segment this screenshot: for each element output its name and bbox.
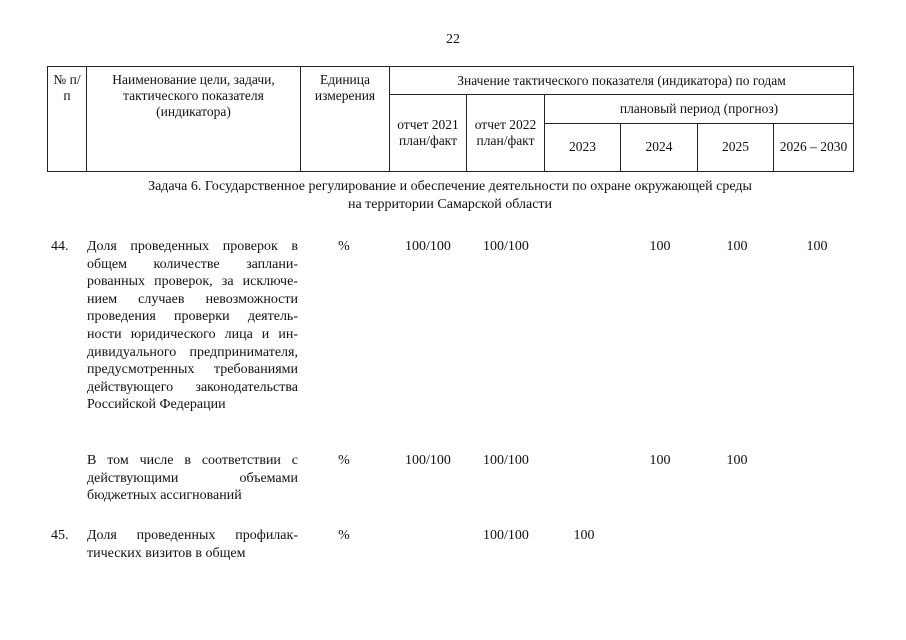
row-indicator-name: Доля проведенных проверок в общем количестве запланированных проверок, за исключением случаев невозможности проведения проверки деятельности юридического лица и индивидуального предпринимателя, предусмотренных требованиями действующего законодательства Российской Федерации: [87, 239, 298, 413]
indicator-table-header: [47, 66, 854, 172]
row-unit: %: [338, 528, 350, 543]
row-value-2023: 100: [573, 528, 595, 543]
row-number: 45.: [51, 528, 69, 543]
row-indicator-name: В том числе в соответствии с действующими объемами бюджетных ассигнований: [87, 453, 298, 504]
header-year-2024: 2024: [621, 123, 698, 171]
header-year-2026-2030: 2026 – 2030: [774, 123, 854, 171]
row-value-2022: 100/100: [483, 239, 529, 254]
row-unit: %: [338, 453, 350, 468]
row-unit: %: [338, 239, 350, 254]
task-heading: [47, 178, 853, 214]
row-value-2025: 100: [726, 453, 748, 468]
row-value-2024: 100: [649, 453, 671, 468]
row-value-2022: 100/100: [483, 453, 529, 468]
row-number: 44.: [51, 239, 69, 254]
header-indicator-name: Наименование цели, задачи, тактического показателя (индикатора): [87, 67, 301, 172]
header-unit: Единица измерения: [301, 67, 390, 172]
header-number: № п/п: [48, 67, 87, 172]
row-value-2025: 100: [726, 239, 748, 254]
page-number: 22: [446, 32, 460, 47]
row-value-2021: 100/100: [405, 239, 451, 254]
header-plan-period: плановый период (прогноз): [545, 95, 854, 123]
header-report-2022: отчет 2022 план/факт: [467, 95, 545, 172]
row-value-2024: 100: [649, 239, 671, 254]
header-year-2023: 2023: [545, 123, 621, 171]
row-value-2021: 100/100: [405, 453, 451, 468]
header-report-2021: отчет 2021 план/факт: [390, 95, 467, 172]
row-value-2026-2030: 100: [806, 239, 828, 254]
row-indicator-name: Доля проведенных профилактических визитов в общем: [87, 528, 298, 561]
task-heading-line-2: на территории Самарской области: [347, 197, 553, 212]
header-values-by-year: Значение тактического показателя (индикатора) по годам: [390, 67, 854, 95]
header-year-2025: 2025: [698, 123, 774, 171]
row-value-2022: 100/100: [483, 528, 529, 543]
task-heading-line-1: Задача 6. Государственное регулирование и обеспечение деятельности по охране окружающей среды: [148, 179, 752, 194]
